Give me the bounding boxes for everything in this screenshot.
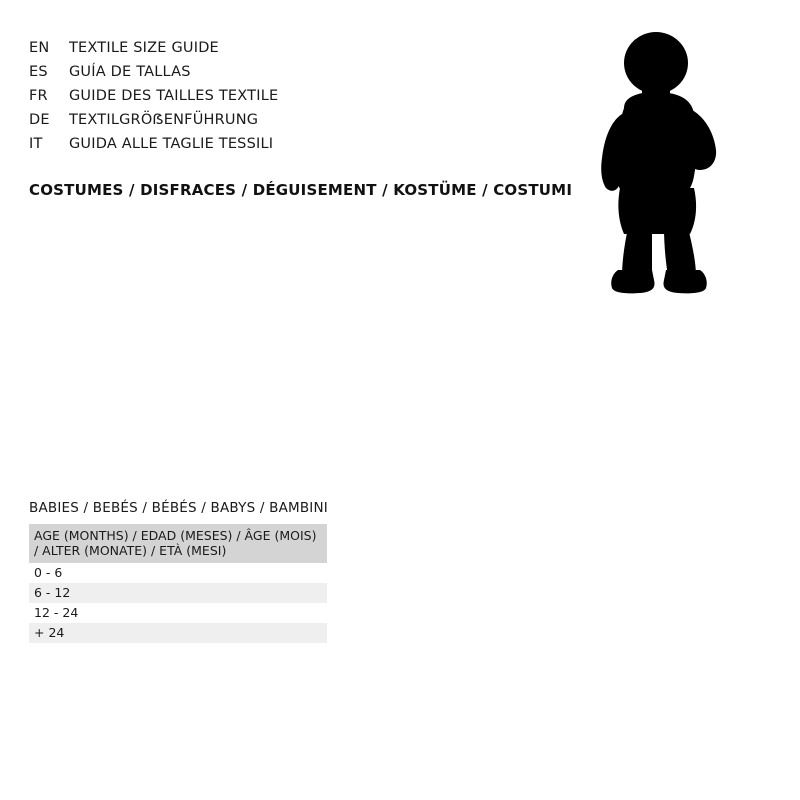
language-row-it xyxy=(29,136,278,160)
babies-size-table xyxy=(29,524,327,643)
language-list xyxy=(29,40,278,160)
table-row xyxy=(29,583,327,603)
language-title-de: TEXTILGRÖẞENFÜHRUNG xyxy=(69,112,259,128)
table-row xyxy=(29,603,327,623)
language-title-es: GUÍA DE TALLAS xyxy=(69,64,191,80)
language-title-fr: GUIDE DES TAILLES TEXTILE xyxy=(69,88,279,104)
language-title-en: TEXTILE SIZE GUIDE xyxy=(69,40,219,56)
language-code-fr: FR xyxy=(29,88,48,104)
language-row-es xyxy=(29,64,278,88)
size-table-section xyxy=(29,500,329,643)
toddler-silhouette-icon xyxy=(580,30,740,295)
table-caption-babies: BABIES / BEBÉS / BÉBÉS / BABYS / BAMBINI xyxy=(29,500,328,516)
language-code-de: DE xyxy=(29,112,50,128)
language-title-it: GUIDA ALLE TAGLIE TESSILI xyxy=(69,136,274,152)
table-cell-age-1: 6 - 12 xyxy=(29,583,327,603)
table-row xyxy=(29,563,327,583)
table-header-row xyxy=(29,524,327,563)
language-row-en xyxy=(29,40,278,64)
table-row xyxy=(29,623,327,643)
table-cell-age-2: 12 - 24 xyxy=(29,603,327,623)
language-row-fr xyxy=(29,88,278,112)
table-header-age: AGE (MONTHS) / EDAD (MESES) / ÂGE (MOIS) / ALTER (MONATE) / ETÀ (MESI) xyxy=(29,524,327,563)
table-cell-age-0: 0 - 6 xyxy=(29,563,327,583)
language-code-en: EN xyxy=(29,40,50,56)
costumes-heading: COSTUMES / DISFRACES / DÉGUISEMENT / KOSTÜME / COSTUMI xyxy=(29,181,573,199)
language-code-it: IT xyxy=(29,136,43,152)
table-cell-age-3: + 24 xyxy=(29,623,327,643)
language-code-es: ES xyxy=(29,64,48,80)
language-row-de xyxy=(29,112,278,136)
